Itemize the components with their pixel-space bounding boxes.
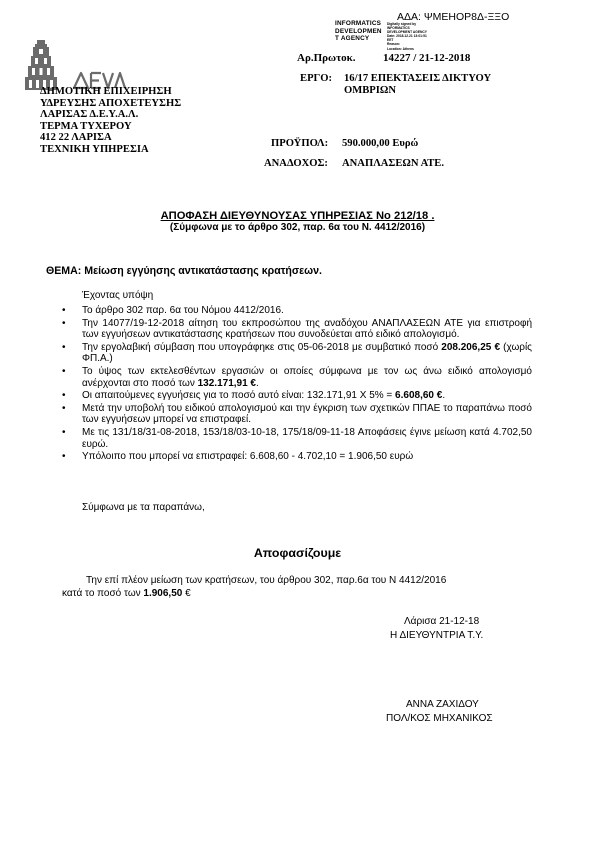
project-label: ΕΡΓΟ: [300,73,333,84]
decision-title: ΑΠΟΦΑΣΗ ΔΙΕΥΘΥΝΟΥΣΑΣ ΥΠΗΡΕΣΙΑΣ Νο 212/18 . [160,210,435,222]
stamp-fine-line: INFORMATICS [387,26,410,31]
item-text: Την 14077/19-12-2018 αίτηση του εκπροσώπου της αναδόχου ΑΝΑΠΛΑΣΕΩΝ ΑΤΕ για επιστροφή των εγγυήσεων αντικατάστασης κρατήσεων που συνοδεύεται από ειδικό απολογισμό. [82,317,532,341]
bullet-icon: • [62,402,66,414]
decide-heading: Αποφασίζουμε [253,546,342,560]
org-line: ΛΑΡΙΣΑΣ Δ.Ε.Υ.Α.Λ. [40,109,139,121]
protocol-number: 14227 / 21-12-2018 [383,52,471,64]
bullet-icon: • [62,305,66,316]
place-date: Λάρισα 21-12-18 [404,616,480,627]
list-item [62,318,532,341]
org-line: ΤΕΧΝΙΚΗ ΥΠΗΡΕΣΙΑ [40,143,149,155]
bullet-icon: • [62,390,66,402]
organization-block [40,86,181,156]
budget-value: 590.000,00 Ευρώ [342,138,419,149]
bullet-icon: • [62,426,66,438]
org-line: ΔΗΜΟΤΙΚΗ ΕΠΙΧΕΙΡΗΣΗ [40,86,172,97]
list-item [62,427,532,450]
contractor-value: ΑΝΑΠΛΑΣΕΩΝ ΑΤΕ. [342,158,445,169]
stamp-line: INFORMATICS [335,20,382,27]
item-text: Μετά την υποβολή του ειδικού απολογισμού και την έγκριση των σχετικών ΠΠΑΕ το παραπάνω ποσό των εγγυήσεων μπορεί να επιστραφεί. [82,402,532,426]
list-item [62,390,532,402]
item-text: Με τις 131/18/31-08-2018, 153/18/03-10-18, 175/18/09-11-18 Αποφάσεις έγινε μείωση κατά 4.702,50 ευρώ. [82,426,532,450]
bullet-icon: • [62,341,66,353]
stamp-agency-name [335,20,385,43]
org-line: 412 22 ΛΑΡΙΣΑ [40,132,112,144]
item-text-tail: (χωρίς ΦΠ.Α.) [82,341,532,365]
bullet-icon: • [62,451,66,463]
org-line: ΤΕΡΜΑ ΤΥΧΕΡΟΥ [40,120,132,132]
list-item [62,342,532,365]
ada-code: ΑΔΑ: ΨΜΕΗΟΡ8Δ-ΞΞΟ [397,11,510,23]
stamp-fine-line: Location: Athens [387,46,414,51]
according-line: Σύμφωνα με τα παραπάνω, [82,502,205,513]
contractor-label: ΑΝΑΔΟΧΟΣ: [264,158,328,169]
protocol-label: Αρ.Πρωτοκ. [297,52,356,64]
list-item [62,305,532,317]
having-considered: Έχοντας υπόψη [82,290,154,301]
item-text: Το ύψος των εκτελεσθέντων εργασιών οι οποίες σύμφωνα με τον ως άνω ειδικό απολογισμό ανέρχονται στο ποσό των [82,365,532,389]
project-name: 16/17 ΕΠΕΚΤΑΣΕΙΣ ΔΙΚΤΥΟΥ ΟΜΒΡΙΩΝ [344,73,492,96]
list-item [62,403,532,426]
item-amount: 208.206,25 € [441,341,501,353]
stamp-line: DEVELOPMEN [335,27,382,35]
item-text: Το άρθρο 302 παρ. 6α του Νόμου 4412/2016. [82,305,284,316]
decision-currency: € [182,588,191,599]
stamp-fine-print [387,22,435,51]
decision-body [62,574,532,600]
budget-label: ΠΡΟΫΠΟΛ: [271,138,329,149]
list-item [62,451,532,463]
decision-body-line: κατά το ποσό των [62,588,144,599]
considerations-list [62,305,532,464]
item-text: Οι απαιτούμενες εγγυήσεις για το ποσό αυτό είναι: 132.171,91 Χ 5% = [82,390,396,402]
decision-amount: 1.906,50 [143,588,183,599]
bullet-icon: • [62,365,66,377]
bullet-icon: • [62,317,66,329]
stamp-fine-line: Date: 2018.12.21 13:01:51 [387,34,427,39]
signer-name: ΑΝΝΑ ΖΑΧΙΔΟΥ [406,699,479,710]
stamp-fine-line: Reason: [387,42,401,47]
decision-subtitle: (Σύμφωνα με το άρθρο 302, παρ. 6α του Ν. 4412/2016) [169,222,426,233]
building-logo-icon [24,40,58,90]
stamp-line: T AGENCY [335,35,370,43]
org-line: ΥΔΡΕΥΣΗΣ ΑΠΟΧΕΤΕΥΣΗΣ [40,97,182,109]
stamp-fine-line: DEVELOPMENT AGENCY [387,30,427,35]
stamp-fine-line: EET [387,38,394,43]
item-text: Υπόλοιπο που μπορεί να επιστραφεί: 6.608,60 - 4.702,10 = 1.906,50 ευρώ [82,451,414,463]
item-text-tail: . [442,390,446,402]
decision-body-line: Την επί πλέον μείωση των κρατήσεων, του άρθρου 302, παρ.6α του Ν 4412/2016 [86,575,447,586]
signer-role: ΠΟΛ/ΚΟΣ ΜΗΧΑΝΙΚΟΣ [386,713,493,724]
item-amount: 6.608,60 € [395,390,443,402]
director-title: Η ΔΙΕΥΘΥΝΤΡΙΑ Τ.Υ. [390,630,484,641]
item-text-tail: . [256,377,259,389]
list-item [62,366,532,389]
item-amount: 132.171,91 € [197,377,256,389]
item-text: Την εργολαβική σύμβαση που υπογράφηκε στις 05-06-2018 με συμβατικό ποσό [82,341,442,353]
stamp-fine-line: Digitally signed by [387,22,417,26]
subject-line: ΘΕΜΑ: Μείωση εγγύησης αντικατάστασης κρατήσεων. [46,265,322,277]
